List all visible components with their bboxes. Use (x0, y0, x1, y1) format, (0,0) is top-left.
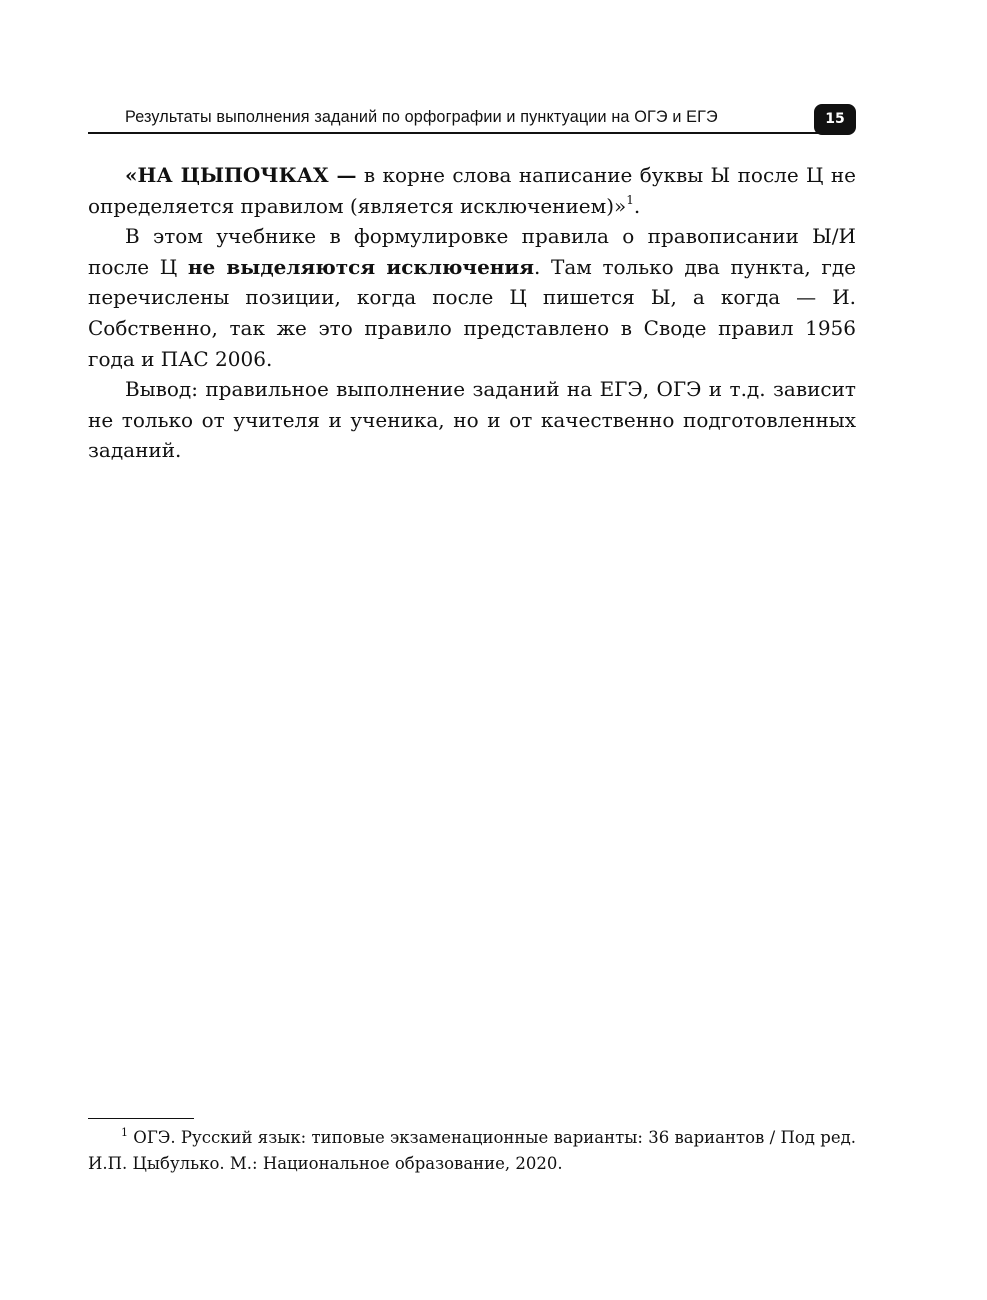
body-text (88, 160, 856, 466)
definition-end: . (633, 193, 641, 218)
page-number-badge: 15 (814, 104, 856, 135)
running-head-rule (88, 132, 828, 134)
running-head-title: Результаты выполнения заданий по орфографии и пунктуации на ОГЭ и ЕГЭ (125, 108, 718, 126)
footnote-rule (88, 1118, 194, 1119)
paragraph-3: Вывод: правильное выполнение заданий на ЕГЭ, ОГЭ и т.д. зависит не только от учителя и ученика, но и от качественно подготовленных заданий. (88, 377, 856, 463)
footnote (88, 1125, 856, 1177)
footnote-marker: 1 (121, 1125, 128, 1139)
paragraph-2-end: . Там только два пункта, где перечислены позиции, когда после Ц пишется Ы, а когда — И. Собственно, так же это правило представлено в Своде правил 1956 года и ПАС 2006. (88, 254, 856, 371)
paragraph-2 (88, 221, 856, 374)
paragraph-1 (88, 160, 856, 221)
footnote-reference[interactable]: 1 (626, 192, 634, 207)
paragraph-2-start: В этом учебнике в формулировке правила о правописании Ы/И после Ц (88, 224, 856, 279)
paragraph-2-emphasis: не выделяются исключения (187, 254, 535, 279)
footnote-text: ОГЭ. Русский язык: типовые экзаменационные варианты: 36 вариантов / Под ред. И.П. Цыбулько. М.: Национальное образование, 2020. (88, 1128, 856, 1173)
running-head (88, 104, 856, 135)
dictionary-term: «НА ЦЫПОЧКАХ — (125, 163, 357, 187)
definition-text: в корне слова написание буквы Ы после Ц не определяется правилом (является исключением)» (88, 163, 856, 218)
